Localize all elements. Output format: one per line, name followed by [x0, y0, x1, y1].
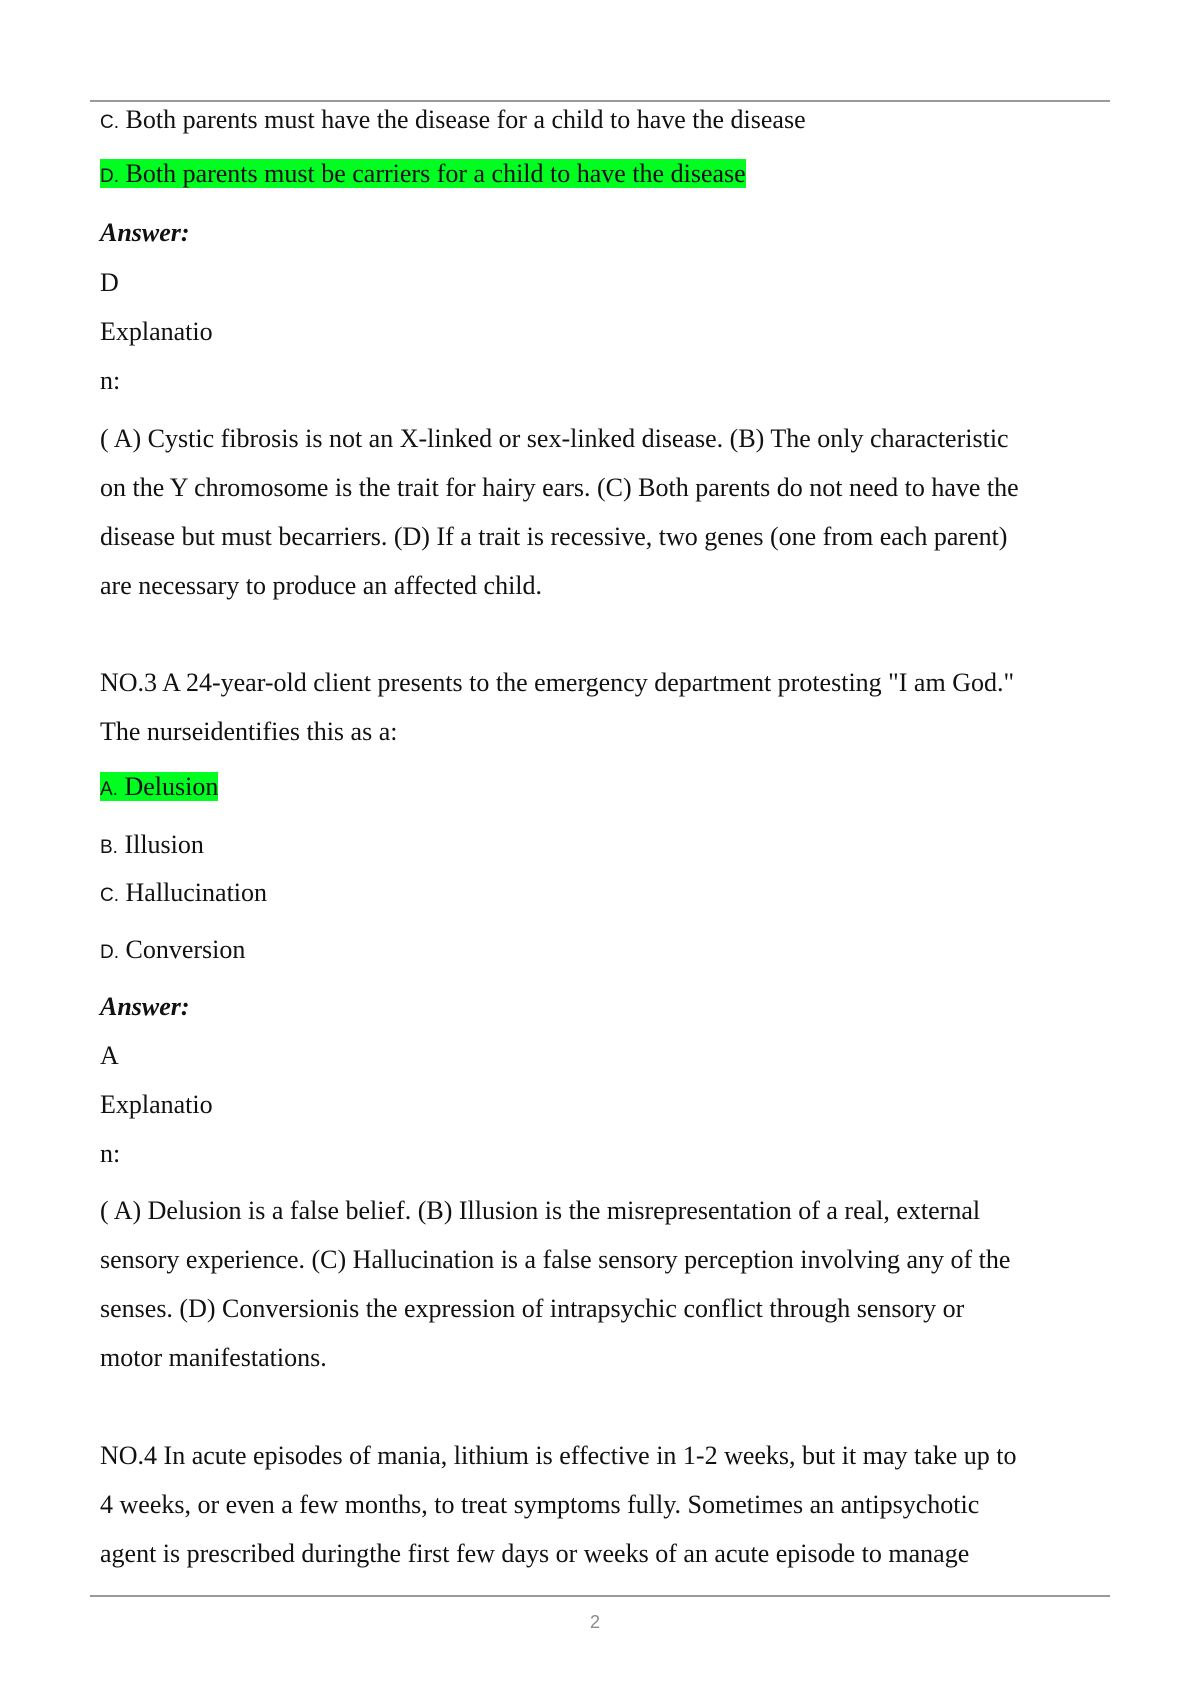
- q3-explanation-line: senses. (D) Conversionis the expression of intrapsychic conflict through sensory or: [100, 1294, 965, 1323]
- option-letter: C.: [100, 112, 119, 133]
- option-letter: C.: [100, 885, 119, 906]
- option-text: Illusion: [117, 830, 204, 859]
- q3-answer-value: A: [100, 1041, 119, 1070]
- q3-question-line: NO.3 A 24-year-old client presents to the emergency department protesting "I am God.": [100, 668, 1015, 697]
- q2-answer-label: Answer:: [100, 218, 190, 247]
- option-text: Both parents must be carriers for a child to have the disease: [119, 159, 746, 188]
- correct-option-highlight: [100, 159, 746, 188]
- q3-option-a: [100, 772, 218, 805]
- option-text: Hallucination: [119, 878, 268, 907]
- q3-option-d: [100, 935, 245, 968]
- q3-answer-label: Answer:: [100, 992, 190, 1021]
- q3-explanation-line: sensory experience. (C) Hallucination is a false sensory perception involving any of the: [100, 1245, 1011, 1274]
- q4-question-line: NO.4 In acute episodes of mania, lithium is effective in 1-2 weeks, but it may take up to: [100, 1441, 1017, 1470]
- q2-option-d: [100, 159, 746, 192]
- option-text: Conversion: [119, 935, 246, 964]
- q3-explanation-line: ( A) Delusion is a false belief. (B) Illusion is the misrepresentation of a real, external: [100, 1196, 981, 1225]
- option-letter: A.: [100, 779, 118, 800]
- footer-rule: [90, 1595, 1110, 1597]
- q4-question-line: 4 weeks, or even a few months, to treat symptoms fully. Sometimes an antipsychotic: [100, 1490, 980, 1519]
- option-letter: D.: [100, 166, 119, 187]
- correct-option-highlight: [100, 772, 218, 801]
- q2-explanation-line: on the Y chromosome is the trait for hairy ears. (C) Both parents do not need to have the: [100, 473, 1019, 502]
- option-text: Delusion: [117, 772, 219, 801]
- q4-question-line: agent is prescribed duringthe first few days or weeks of an acute episode to manage: [100, 1539, 970, 1568]
- q3-option-c: [100, 878, 267, 911]
- q2-explanation-label-cont: n:: [100, 366, 121, 395]
- q2-explanation-label: Explanatio: [100, 317, 213, 346]
- option-letter: B.: [100, 837, 118, 858]
- option-letter: D.: [100, 942, 119, 963]
- q3-option-b: [100, 830, 204, 863]
- page-number: 2: [589, 1612, 600, 1632]
- q2-explanation-line: disease but must becarriers. (D) If a trait is recessive, two genes (one from each parent): [100, 522, 1008, 551]
- q3-question-line: The nurseidentifies this as a:: [100, 717, 398, 746]
- header-rule: [90, 100, 1110, 102]
- q3-explanation-label-cont: n:: [100, 1139, 121, 1168]
- q2-option-c: [100, 105, 806, 138]
- q3-explanation-line: motor manifestations.: [100, 1343, 327, 1372]
- q2-answer-value: D: [100, 268, 119, 297]
- q3-explanation-label: Explanatio: [100, 1090, 213, 1119]
- q2-explanation-line: ( A) Cystic fibrosis is not an X-linked or sex-linked disease. (B) The only characteristic: [100, 424, 1009, 453]
- q2-explanation-line: are necessary to produce an affected child.: [100, 571, 543, 600]
- option-text: Both parents must have the disease for a child to have the disease: [119, 105, 806, 134]
